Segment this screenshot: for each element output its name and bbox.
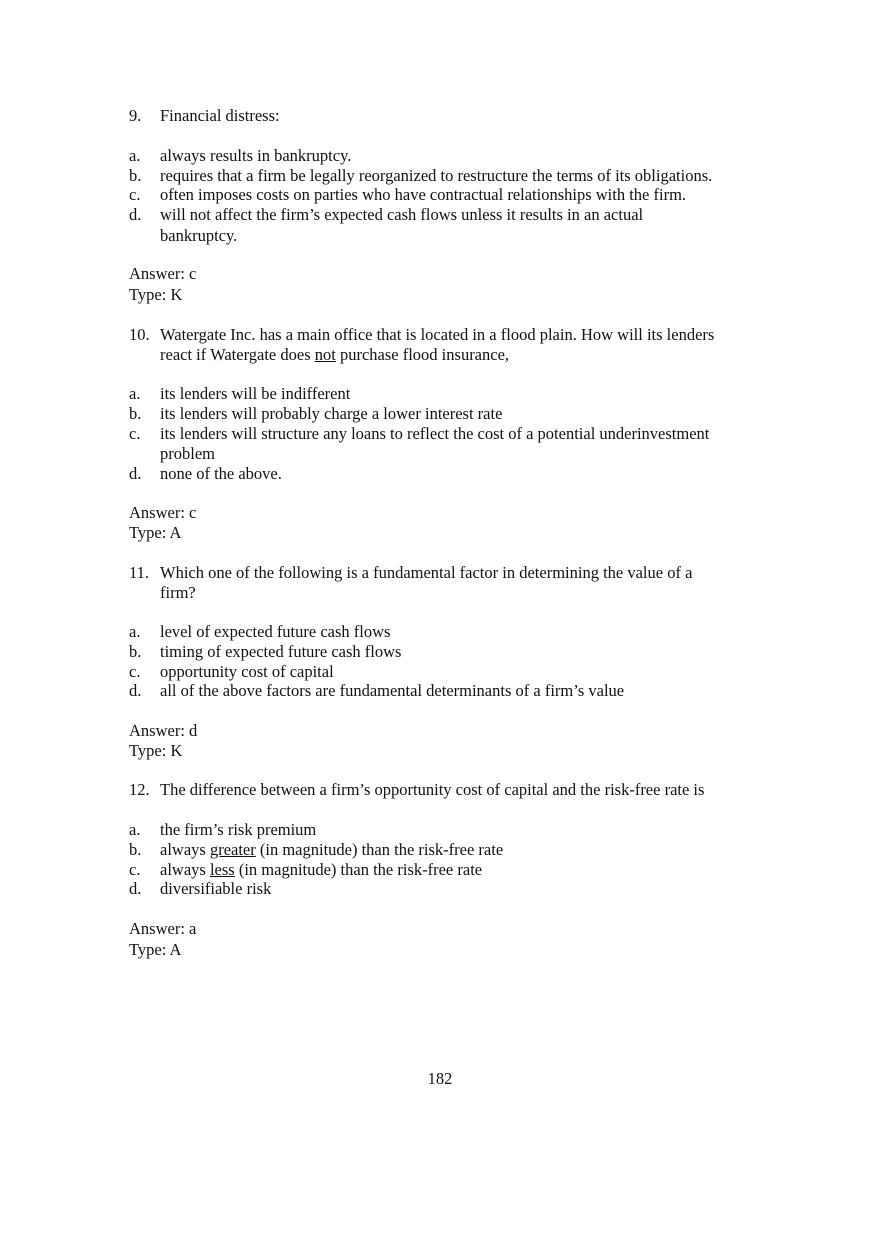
answer-label: Answer: c: [129, 264, 197, 283]
option-text: timing of expected future cash flows: [160, 642, 402, 661]
answer-label: Answer: d: [129, 721, 198, 740]
question-number: 9.: [129, 106, 142, 125]
option-letter: a.: [129, 384, 141, 403]
option-letter: c.: [129, 662, 141, 681]
option-letter: b.: [129, 642, 142, 661]
option-text: level of expected future cash flows: [160, 622, 391, 641]
option-text: its lenders will probably charge a lower interest rate: [160, 404, 503, 423]
type-label: Type: A: [129, 940, 182, 959]
option-letter: d.: [129, 464, 142, 483]
option-text: often imposes costs on parties who have contractual relationships with the firm.: [160, 185, 687, 204]
option-letter: a.: [129, 622, 141, 641]
question-stem: The difference between a firm’s opportunity cost of capital and the risk-free rate is: [160, 780, 705, 799]
option-text: its lenders will be indifferent: [160, 384, 351, 403]
emphasis-underline: greater: [209, 840, 256, 859]
option-letter: d.: [129, 205, 142, 224]
option-letter: c.: [129, 185, 141, 204]
option-text: none of the above.: [160, 464, 282, 483]
question-number: 11.: [129, 563, 150, 582]
option-text: always less (in magnitude) than the risk-free rate: [160, 860, 483, 879]
question-number: 10.: [129, 325, 150, 344]
option-text-continued: problem: [160, 444, 215, 463]
question-stem: Financial distress:: [160, 106, 280, 125]
question-stem: Which one of the following is a fundamental factor in determining the value of a: [160, 563, 693, 582]
page-number: 182: [427, 1069, 453, 1088]
option-letter: d.: [129, 879, 142, 898]
option-text: always results in bankruptcy.: [160, 146, 352, 165]
option-text: always greater (in magnitude) than the risk-free rate: [160, 840, 504, 859]
option-letter: d.: [129, 681, 142, 700]
type-label: Type: K: [129, 285, 183, 304]
question-number: 12.: [129, 780, 150, 799]
option-text: requires that a firm be legally reorganized to restructure the terms of its obligations.: [160, 166, 713, 185]
option-text: diversifiable risk: [160, 879, 272, 898]
option-letter: c.: [129, 424, 141, 443]
type-label: Type: A: [129, 523, 182, 542]
option-text: will not affect the firm’s expected cash flows unless it results in an actual: [160, 205, 644, 224]
option-letter: c.: [129, 860, 141, 879]
answer-label: Answer: c: [129, 503, 197, 522]
option-letter: b.: [129, 840, 142, 859]
option-text: its lenders will structure any loans to reflect the cost of a potential underinvestment: [160, 424, 710, 443]
option-letter: b.: [129, 166, 142, 185]
question-stem: Watergate Inc. has a main office that is located in a flood plain. How will its lenders: [160, 325, 715, 344]
type-label: Type: K: [129, 741, 183, 760]
option-text: opportunity cost of capital: [160, 662, 334, 681]
question-stem-continued: react if Watergate does not purchase flood insurance,: [160, 345, 510, 364]
option-text: all of the above factors are fundamental determinants of a firm’s value: [160, 681, 625, 700]
option-letter: a.: [129, 820, 141, 839]
question-stem-continued: firm?: [160, 583, 196, 602]
answer-label: Answer: a: [129, 919, 197, 938]
option-text-continued: bankruptcy.: [160, 226, 238, 245]
emphasis-underline: not: [314, 345, 336, 364]
option-text: the firm’s risk premium: [160, 820, 317, 839]
option-letter: a.: [129, 146, 141, 165]
option-letter: b.: [129, 404, 142, 423]
emphasis-underline: less: [209, 860, 235, 879]
